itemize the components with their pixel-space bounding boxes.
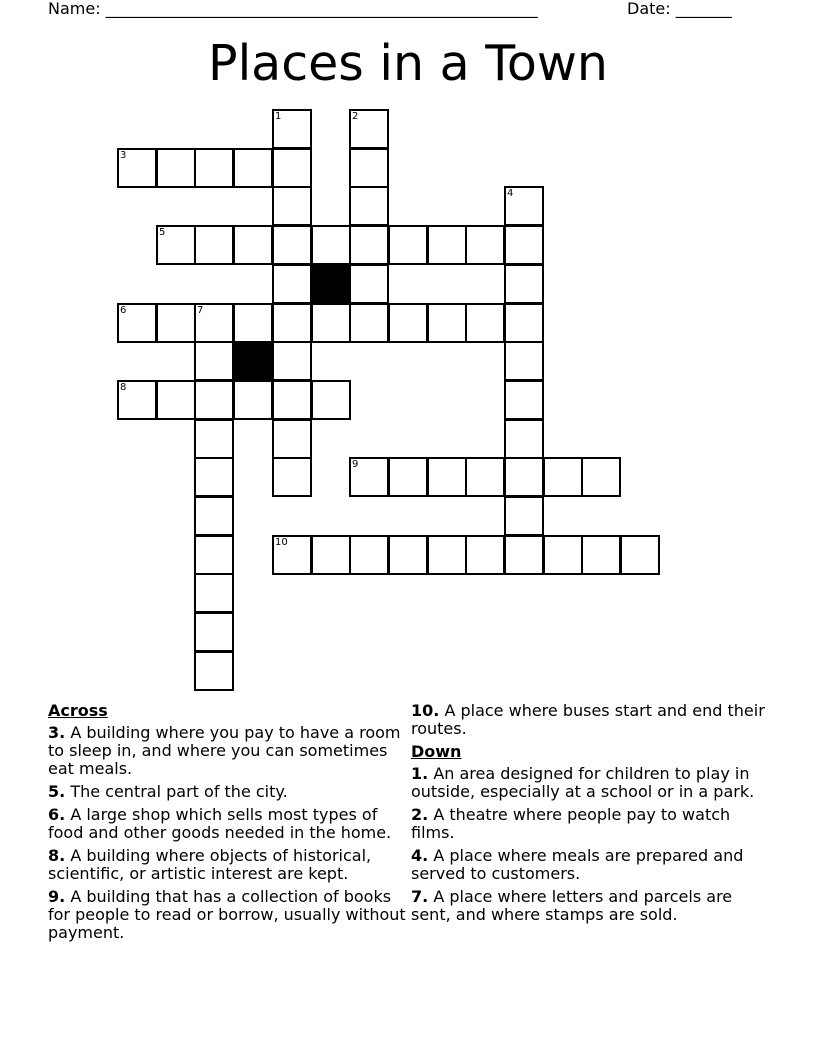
across-heading: Across <box>48 701 108 720</box>
crossword-cell[interactable] <box>117 303 157 343</box>
crossword-cell[interactable] <box>427 303 467 343</box>
name-label: Name: <box>48 0 101 18</box>
crossword-cell[interactable] <box>581 535 621 575</box>
clue-number: 10. <box>411 701 440 720</box>
across-clue <box>48 847 408 883</box>
crossword-cell[interactable] <box>349 457 389 497</box>
crossword-cell[interactable] <box>504 186 544 226</box>
crossword-cell[interactable] <box>388 303 428 343</box>
down-clue <box>411 888 771 924</box>
clues-column-left <box>48 702 408 947</box>
crossword-cell[interactable] <box>349 303 389 343</box>
crossword-cell[interactable] <box>349 264 389 304</box>
crossword-cell[interactable] <box>272 457 312 497</box>
crossword-cell[interactable] <box>272 264 312 304</box>
clue-number: 3. <box>48 723 66 742</box>
down-clue <box>411 806 771 842</box>
crossword-cell[interactable] <box>194 341 234 381</box>
page-title: Places in a Town <box>208 35 608 92</box>
crossword-cell[interactable] <box>272 225 312 265</box>
clue-number: 5. <box>48 782 66 801</box>
crossword-cell[interactable] <box>233 148 273 188</box>
clue-text: A large shop which sells most types of food and other goods needed in the home. <box>48 805 392 842</box>
crossword-cell[interactable] <box>233 380 273 420</box>
crossword-cell[interactable] <box>581 457 621 497</box>
crossword-cell[interactable] <box>272 419 312 459</box>
clue-text: An area designed for children to play in outside, especially at a school or in a park. <box>411 764 755 801</box>
crossword-cell[interactable] <box>194 457 234 497</box>
crossword-cell[interactable] <box>504 303 544 343</box>
crossword-cell[interactable] <box>504 457 544 497</box>
crossword-cell[interactable] <box>117 380 157 420</box>
crossword-cell[interactable] <box>465 225 505 265</box>
down-clue <box>411 765 771 801</box>
crossword-cell[interactable] <box>156 303 196 343</box>
crossword-cell[interactable] <box>504 341 544 381</box>
crossword-block <box>233 341 273 381</box>
crossword-cell[interactable] <box>156 148 196 188</box>
cell-number: 4 <box>507 188 514 199</box>
clue-text: A place where letters and parcels are sent, and where stamps are sold. <box>411 887 733 924</box>
cell-number: 8 <box>120 382 127 393</box>
crossword-cell[interactable] <box>349 148 389 188</box>
crossword-cell[interactable] <box>427 225 467 265</box>
crossword-cell[interactable] <box>311 535 351 575</box>
crossword-cell[interactable] <box>272 535 312 575</box>
crossword-cell[interactable] <box>465 303 505 343</box>
crossword-cell[interactable] <box>504 264 544 304</box>
crossword-cell[interactable] <box>233 225 273 265</box>
crossword-cell[interactable] <box>311 380 351 420</box>
crossword-cell[interactable] <box>156 380 196 420</box>
crossword-cell[interactable] <box>311 303 351 343</box>
clue-number: 4. <box>411 846 429 865</box>
crossword-cell[interactable] <box>117 148 157 188</box>
crossword-cell[interactable] <box>194 148 234 188</box>
crossword-cell[interactable] <box>504 419 544 459</box>
crossword-cell[interactable] <box>194 380 234 420</box>
date-label: Date: <box>627 0 671 18</box>
crossword-cell[interactable] <box>272 186 312 226</box>
cell-number: 2 <box>352 111 359 122</box>
crossword-cell[interactable] <box>349 535 389 575</box>
crossword-cell[interactable] <box>349 225 389 265</box>
cell-number: 5 <box>159 227 166 238</box>
across-clue <box>48 783 408 801</box>
date-line[interactable]: _______ <box>675 0 732 18</box>
crossword-cell[interactable] <box>504 535 544 575</box>
across-clue <box>48 806 408 842</box>
cell-number: 10 <box>275 537 288 548</box>
crossword-cell[interactable] <box>194 612 234 652</box>
crossword-cell[interactable] <box>349 186 389 226</box>
clue-text: The central part of the city. <box>70 782 288 801</box>
down-heading: Down <box>411 742 462 761</box>
clue-number: 7. <box>411 887 429 906</box>
cell-number: 3 <box>120 150 127 161</box>
cell-number: 1 <box>275 111 282 122</box>
crossword-cell[interactable] <box>194 419 234 459</box>
crossword-cell[interactable] <box>465 535 505 575</box>
crossword-cell[interactable] <box>388 225 428 265</box>
clue-text: A building that has a collection of books for people to read or borrow, usually without payment. <box>48 887 406 942</box>
crossword-cell[interactable] <box>194 225 234 265</box>
crossword-cell[interactable] <box>194 303 234 343</box>
clue-text: A place where meals are prepared and served to customers. <box>411 846 744 883</box>
clue-text: A place where buses start and end their routes. <box>411 701 765 738</box>
clue-number: 2. <box>411 805 429 824</box>
clue-number: 8. <box>48 846 66 865</box>
crossword-cell[interactable] <box>233 303 273 343</box>
crossword-cell[interactable] <box>543 535 583 575</box>
crossword-cell[interactable] <box>388 535 428 575</box>
crossword-cell[interactable] <box>272 148 312 188</box>
crossword-cell[interactable] <box>427 457 467 497</box>
crossword-cell[interactable] <box>272 109 312 149</box>
crossword-cell[interactable] <box>620 535 660 575</box>
across-clue <box>48 724 408 778</box>
crossword-cell[interactable] <box>156 225 196 265</box>
crossword-cell[interactable] <box>427 535 467 575</box>
crossword-cell[interactable] <box>194 651 234 691</box>
clue-text: A building where you pay to have a room to sleep in, and where you can sometimes eat meals. <box>48 723 401 778</box>
crossword-cell[interactable] <box>388 457 428 497</box>
cell-number: 9 <box>352 459 359 470</box>
crossword-cell[interactable] <box>504 380 544 420</box>
crossword-cell[interactable] <box>504 496 544 536</box>
crossword-cell[interactable] <box>311 225 351 265</box>
clues-column-right <box>411 702 771 929</box>
clue-text: A building where objects of historical, scientific, or artistic interest are kept. <box>48 846 372 883</box>
across-clue <box>48 888 408 942</box>
cell-number: 6 <box>120 305 127 316</box>
across-clue <box>411 702 771 738</box>
crossword-cell[interactable] <box>465 457 505 497</box>
down-clue <box>411 847 771 883</box>
cell-number: 7 <box>197 305 204 316</box>
crossword-cell[interactable] <box>349 109 389 149</box>
crossword-cell[interactable] <box>272 380 312 420</box>
crossword-cell[interactable] <box>194 496 234 536</box>
crossword-cell[interactable] <box>543 457 583 497</box>
crossword-cell[interactable] <box>272 303 312 343</box>
clue-text: A theatre where people pay to watch films. <box>411 805 731 842</box>
crossword-block <box>311 264 351 304</box>
crossword-cell[interactable] <box>194 573 234 613</box>
crossword-cell[interactable] <box>504 225 544 265</box>
clue-number: 1. <box>411 764 429 783</box>
crossword-cell[interactable] <box>194 535 234 575</box>
clue-number: 6. <box>48 805 66 824</box>
crossword-cell[interactable] <box>272 341 312 381</box>
clue-number: 9. <box>48 887 66 906</box>
name-line[interactable]: ______________________________________________________ <box>105 0 538 18</box>
